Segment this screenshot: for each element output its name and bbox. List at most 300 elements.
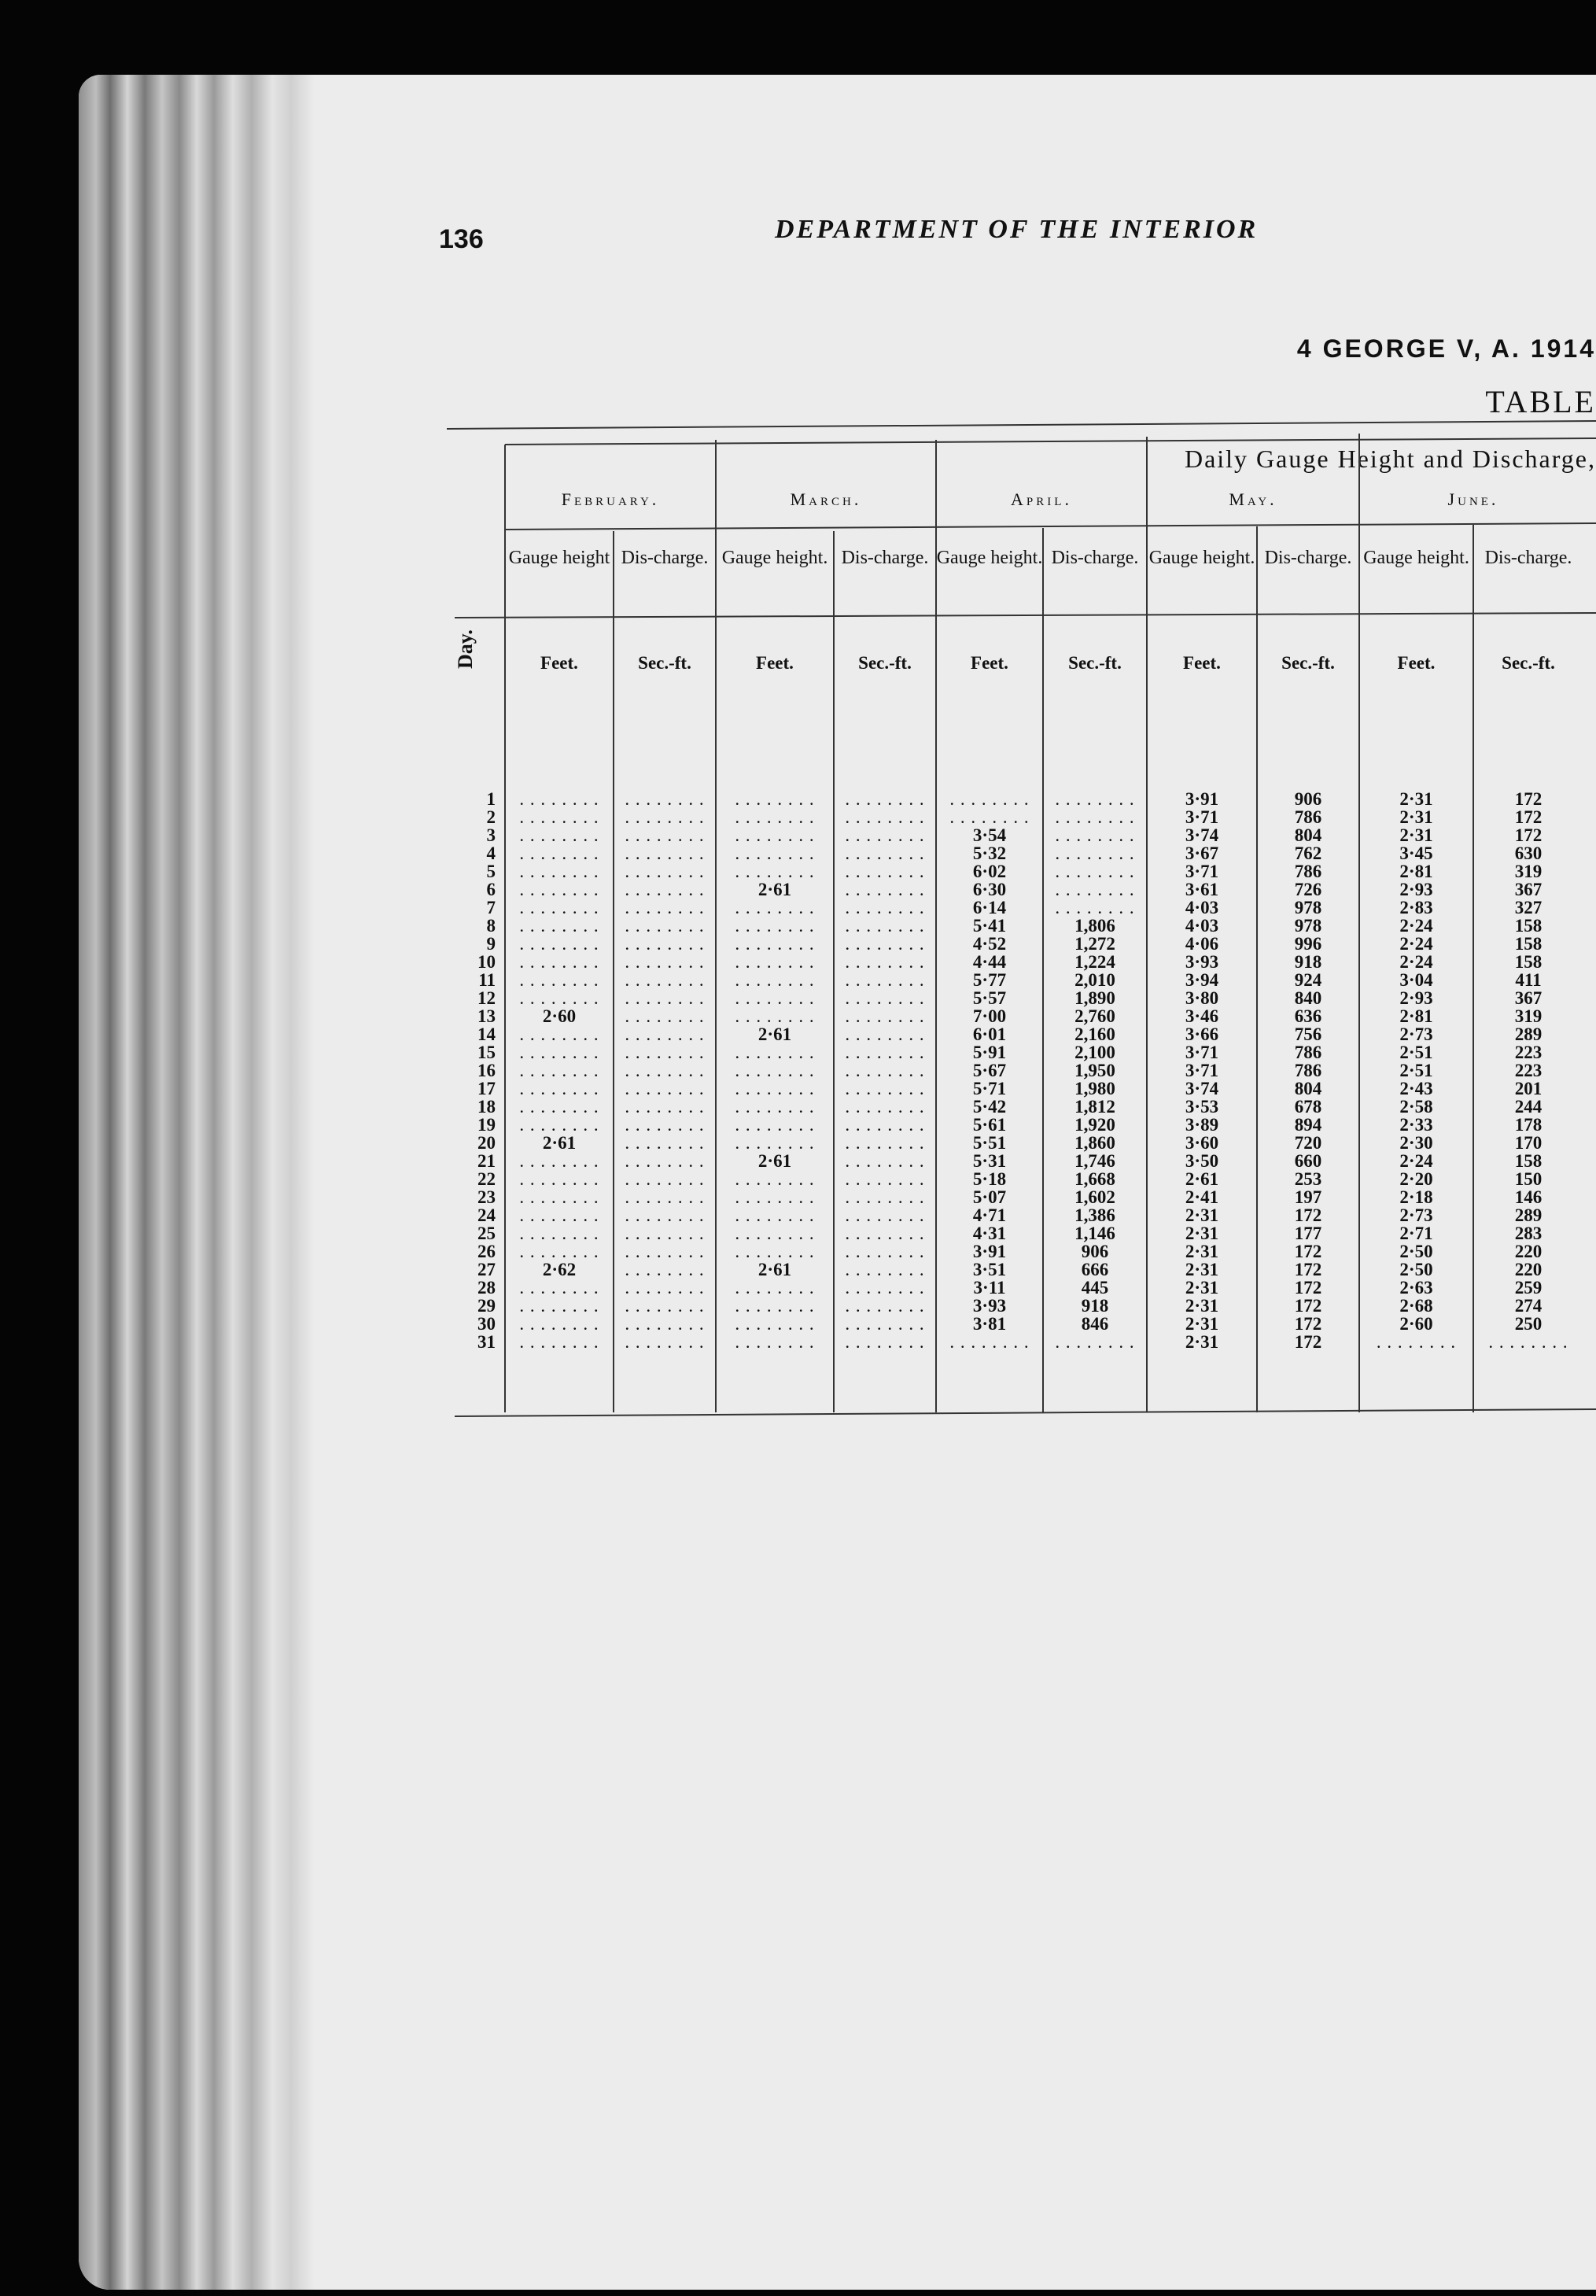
day-number: 14 [477, 1024, 496, 1044]
table-cell-blank: . . . . . . . . [519, 807, 599, 827]
table-cell: 1,980 [1074, 1079, 1115, 1098]
table-cell: 630 [1514, 843, 1543, 863]
table-cell: 3·71 [1185, 807, 1219, 827]
table-cell: 2·61 [1185, 1169, 1219, 1189]
table-cell: 666 [1081, 1260, 1109, 1279]
day-number: 5 [486, 862, 496, 881]
day-number: 6 [486, 880, 496, 899]
table-cell: 172 [1294, 1296, 1322, 1316]
table-cell: 223 [1514, 1061, 1543, 1080]
table-cell: 3·71 [1185, 862, 1219, 881]
table-cell-blank: . . . . . . . . [625, 843, 705, 863]
table-cell-blank: . . . . . . . . [519, 934, 599, 954]
table-cell-blank: . . . . . . . . [949, 789, 1030, 809]
table-cell-blank: . . . . . . . . [735, 862, 815, 881]
table-cell: 4·31 [972, 1224, 1007, 1243]
table-cell-blank: . . . . . . . . [625, 1296, 705, 1316]
table-cell: 223 [1514, 1043, 1543, 1062]
table-cell: 2·83 [1399, 898, 1433, 917]
table-cell-blank: . . . . . . . . [625, 1169, 705, 1189]
table-cell: 1,860 [1074, 1133, 1115, 1153]
table-cell-blank: . . . . . . . . [1055, 1332, 1135, 1352]
table-cell-blank: . . . . . . . . [625, 1278, 705, 1297]
table-cell-blank: . . . . . . . . [519, 843, 599, 863]
table-cell: 1,746 [1074, 1151, 1115, 1171]
table-cell: 978 [1294, 898, 1322, 917]
table-cell-blank: . . . . . . . . [845, 825, 925, 845]
table-cell: 2·31 [1185, 1332, 1219, 1352]
table-cell-blank: . . . . . . . . [735, 843, 815, 863]
table-cell: 804 [1294, 825, 1322, 845]
table-cell-blank: . . . . . . . . [845, 1079, 925, 1098]
table-cell-blank: . . . . . . . . [735, 1278, 815, 1297]
table-cell: 2·50 [1399, 1242, 1433, 1261]
table-cell: 2·71 [1399, 1224, 1433, 1243]
table-cell: 146 [1514, 1187, 1543, 1207]
table-cell: 172 [1294, 1278, 1322, 1297]
day-column-header: Day. [454, 629, 477, 669]
table-cell: 2·24 [1399, 916, 1433, 936]
table-cell: 6·30 [972, 880, 1007, 899]
table-cell-blank: . . . . . . . . [1376, 1332, 1457, 1352]
table-cell-blank: . . . . . . . . [1055, 789, 1135, 809]
table-cell-blank: . . . . . . . . [845, 1242, 925, 1261]
table-cell-blank: . . . . . . . . [625, 1115, 705, 1135]
table-cell-blank: . . . . . . . . [845, 1006, 925, 1026]
table-cell-blank: . . . . . . . . [735, 1133, 815, 1153]
table-cell: 3·67 [1185, 843, 1219, 863]
table-cell-blank: . . . . . . . . [625, 1242, 705, 1261]
table-cell: 3·51 [972, 1260, 1007, 1279]
sub-header-jun-gauge: Gauge height. [1363, 548, 1469, 568]
day-number: 30 [477, 1314, 496, 1334]
table-cell: 150 [1514, 1169, 1543, 1189]
table-cell-blank: . . . . . . . . [519, 1097, 599, 1117]
table-cell-blank: . . . . . . . . [519, 1061, 599, 1080]
table-cell: 2·30 [1399, 1133, 1433, 1153]
table-cell: 924 [1294, 970, 1322, 990]
table-cell-blank: . . . . . . . . [845, 1224, 925, 1243]
table-cell: 2·31 [1185, 1296, 1219, 1316]
table-cell: 2·93 [1399, 880, 1433, 899]
table-cell: 804 [1294, 1079, 1322, 1098]
table-cell-blank: . . . . . . . . [735, 916, 815, 936]
sub-header-feb-discharge: Dis-charge. [621, 548, 709, 568]
table-cell: 5·67 [972, 1061, 1007, 1080]
table-cell: 3·91 [972, 1242, 1007, 1261]
table-cell: 367 [1514, 880, 1543, 899]
table-cell-blank: . . . . . . . . [735, 1097, 815, 1117]
table-cell: 327 [1514, 898, 1543, 917]
table-cell: 2,160 [1074, 1024, 1115, 1044]
table-cell: 289 [1514, 1024, 1543, 1044]
table-cell: 158 [1514, 916, 1543, 936]
table-cell: 2·31 [1399, 807, 1433, 827]
table-cell: 1,602 [1074, 1187, 1115, 1207]
table-cell: 1,890 [1074, 988, 1115, 1008]
table-cell: 250 [1514, 1314, 1543, 1334]
day-number: 25 [477, 1224, 496, 1243]
table-cell: 3·54 [972, 825, 1007, 845]
sub-header-may-gauge: Gauge height. [1148, 548, 1255, 568]
table-cell: 177 [1294, 1224, 1322, 1243]
sub-header-mar-discharge: Dis-charge. [841, 548, 929, 568]
table-cell: 411 [1515, 970, 1542, 990]
table-cell-blank: . . . . . . . . [735, 1332, 815, 1352]
table-cell-blank: . . . . . . . . [845, 1061, 925, 1080]
table-cell: 2·61 [757, 1260, 792, 1279]
day-number: 24 [477, 1205, 496, 1225]
table-cell-blank: . . . . . . . . [845, 1332, 925, 1352]
table-cell: 726 [1294, 880, 1322, 899]
table-cell: 4·52 [972, 934, 1007, 954]
table-cell: 2·31 [1185, 1224, 1219, 1243]
table-cell-blank: . . . . . . . . [949, 1332, 1030, 1352]
unit-may-gauge: Feet. [1183, 653, 1221, 673]
day-number: 27 [477, 1260, 496, 1279]
table-cell-blank: . . . . . . . . [735, 952, 815, 972]
table-cell-blank: . . . . . . . . [625, 862, 705, 881]
table-cell-blank: . . . . . . . . [845, 789, 925, 809]
table-cell: 3·04 [1399, 970, 1433, 990]
day-number: 10 [477, 952, 496, 972]
day-number: 29 [477, 1296, 496, 1316]
table-cell: 2·31 [1185, 1278, 1219, 1297]
table-cell-blank: . . . . . . . . [519, 952, 599, 972]
table-cell: 678 [1294, 1097, 1322, 1117]
table-cell: 2·61 [542, 1133, 577, 1153]
table-cell: 2·50 [1399, 1260, 1433, 1279]
day-number: 23 [477, 1187, 496, 1207]
table-cell: 2·24 [1399, 952, 1433, 972]
table-cell-blank: . . . . . . . . [735, 1079, 815, 1098]
table-cell-blank: . . . . . . . . [519, 1278, 599, 1297]
table-cell: 6·14 [972, 898, 1007, 917]
table-cell-blank: . . . . . . . . [735, 1187, 815, 1207]
table-cell-blank: . . . . . . . . [1488, 1332, 1568, 1352]
running-head: DEPARTMENT OF THE INTERIOR [775, 215, 1259, 244]
table-cell: 894 [1294, 1115, 1322, 1135]
table-cell-blank: . . . . . . . . [845, 1205, 925, 1225]
table-cell: 5·57 [972, 988, 1007, 1008]
table-cell: 2·31 [1185, 1314, 1219, 1334]
table-cell-blank: . . . . . . . . [845, 1169, 925, 1189]
table-cell-blank: . . . . . . . . [519, 1314, 599, 1334]
table-cell-blank: . . . . . . . . [625, 1006, 705, 1026]
table-cell: 2·24 [1399, 934, 1433, 954]
table-cell: 5·77 [972, 970, 1007, 990]
table-cell-blank: . . . . . . . . [1055, 880, 1135, 899]
table-cell-blank: . . . . . . . . [845, 1024, 925, 1044]
month-header-june: June. [1447, 489, 1499, 509]
table-cell: 1,950 [1074, 1061, 1115, 1080]
table-cell-blank: . . . . . . . . [845, 1043, 925, 1062]
day-number: 19 [477, 1115, 496, 1135]
table-cell: 220 [1514, 1260, 1543, 1279]
table-cell-blank: . . . . . . . . [949, 807, 1030, 827]
table-cell-blank: . . . . . . . . [735, 1296, 815, 1316]
table-cell-blank: . . . . . . . . [1055, 807, 1135, 827]
table-cell-blank: . . . . . . . . [735, 934, 815, 954]
table-cell: 3·50 [1185, 1151, 1219, 1171]
table-cell: 4·71 [972, 1205, 1007, 1225]
table-cell-blank: . . . . . . . . [845, 1115, 925, 1135]
table-label: TABLE [1485, 384, 1596, 419]
table-cell-blank: . . . . . . . . [845, 1097, 925, 1117]
table-cell-blank: . . . . . . . . [519, 988, 599, 1008]
table-cell-blank: . . . . . . . . [519, 862, 599, 881]
table-cell: 2·60 [1399, 1314, 1433, 1334]
table-cell: 5·91 [972, 1043, 1007, 1062]
day-number: 31 [477, 1332, 496, 1352]
table-cell-blank: . . . . . . . . [519, 970, 599, 990]
table-cell: 2·33 [1399, 1115, 1433, 1135]
table-cell-blank: . . . . . . . . [845, 988, 925, 1008]
day-number: 13 [477, 1006, 496, 1026]
table-cell: 445 [1081, 1278, 1109, 1297]
table-cell-blank: . . . . . . . . [735, 1224, 815, 1243]
sub-header-jun-discharge: Dis-charge. [1484, 548, 1572, 568]
table-cell-blank: . . . . . . . . [625, 934, 705, 954]
table-cell: 2·24 [1399, 1151, 1433, 1171]
table-cell-blank: . . . . . . . . [519, 1043, 599, 1062]
page-number: 136 [439, 224, 484, 254]
table-cell: 2·31 [1185, 1260, 1219, 1279]
table-cell-blank: . . . . . . . . [735, 1169, 815, 1189]
table-cell: 5·42 [972, 1097, 1007, 1117]
table-cell-blank: . . . . . . . . [845, 1296, 925, 1316]
unit-mar-discharge: Sec.-ft. [858, 653, 912, 673]
table-cell: 5·51 [972, 1133, 1007, 1153]
month-header-may: May. [1229, 489, 1277, 509]
unit-jun-gauge: Feet. [1397, 653, 1436, 673]
table-cell: 2·18 [1399, 1187, 1433, 1207]
sub-header-mar-gauge: Gauge height. [721, 548, 828, 568]
table-cell: 2·31 [1399, 825, 1433, 845]
table-cell-blank: . . . . . . . . [519, 1242, 599, 1261]
table-cell-blank: . . . . . . . . [735, 1314, 815, 1334]
table-cell: 2·73 [1399, 1205, 1433, 1225]
table-cell-blank: . . . . . . . . [625, 1043, 705, 1062]
table-cell: 756 [1294, 1024, 1322, 1044]
table-cell-blank: . . . . . . . . [845, 880, 925, 899]
sub-header-apr-gauge: Gauge height. [936, 548, 1043, 568]
table-cell-blank: . . . . . . . . [519, 1169, 599, 1189]
unit-mar-gauge: Feet. [756, 653, 794, 673]
table-cell: 5·18 [972, 1169, 1007, 1189]
table-cell-blank: . . . . . . . . [625, 1079, 705, 1098]
table-cell: 2·51 [1399, 1061, 1433, 1080]
table-cell: 786 [1294, 807, 1322, 827]
table-cell-blank: . . . . . . . . [845, 898, 925, 917]
table-cell-blank: . . . . . . . . [845, 807, 925, 827]
table-cell: 3·91 [1185, 789, 1219, 809]
table-cell-blank: . . . . . . . . [625, 970, 705, 990]
table-cell: 367 [1514, 988, 1543, 1008]
table-cell-blank: . . . . . . . . [735, 1061, 815, 1080]
table-cell-blank: . . . . . . . . [845, 1260, 925, 1279]
session-line: 4 GEORGE V, A. 1914 [1296, 334, 1596, 363]
book-page [79, 75, 1596, 2290]
table-cell: 2·31 [1399, 789, 1433, 809]
table-cell: 2·58 [1399, 1097, 1433, 1117]
table-cell-blank: . . . . . . . . [845, 862, 925, 881]
table-cell: 319 [1514, 1006, 1543, 1026]
day-number: 20 [477, 1133, 496, 1153]
table-cell-blank: . . . . . . . . [625, 1332, 705, 1352]
table-cell: 762 [1294, 843, 1322, 863]
sub-header-apr-discharge: Dis-charge. [1051, 548, 1139, 568]
table-caption: Daily Gauge Height and Discharge, [1184, 445, 1596, 473]
table-cell-blank: . . . . . . . . [735, 1242, 815, 1261]
table-cell-blank: . . . . . . . . [625, 916, 705, 936]
table-cell: 5·07 [972, 1187, 1007, 1207]
day-number: 9 [486, 934, 496, 954]
table-cell-blank: . . . . . . . . [625, 988, 705, 1008]
table-cell: 5·61 [972, 1115, 1007, 1135]
table-cell-blank: . . . . . . . . [519, 898, 599, 917]
table-cell-blank: . . . . . . . . [625, 1314, 705, 1334]
table-cell: 918 [1294, 952, 1322, 972]
table-cell-blank: . . . . . . . . [735, 789, 815, 809]
table-cell-blank: . . . . . . . . [845, 970, 925, 990]
table-cell: 786 [1294, 1061, 1322, 1080]
table-cell: 172 [1294, 1242, 1322, 1261]
table-cell-blank: . . . . . . . . [845, 1151, 925, 1171]
table-cell: 172 [1294, 1205, 1322, 1225]
table-cell-blank: . . . . . . . . [519, 1024, 599, 1044]
table-cell-blank: . . . . . . . . [625, 1260, 705, 1279]
table-cell-blank: . . . . . . . . [625, 1097, 705, 1117]
table-cell: 2·61 [757, 1151, 792, 1171]
table-cell: 660 [1294, 1151, 1322, 1171]
table-cell-blank: . . . . . . . . [845, 916, 925, 936]
table-cell: 172 [1294, 1260, 1322, 1279]
table-cell-blank: . . . . . . . . [1055, 825, 1135, 845]
table-cell-blank: . . . . . . . . [845, 1187, 925, 1207]
table-cell: 2·41 [1185, 1187, 1219, 1207]
table-cell: 3·45 [1399, 843, 1433, 863]
table-cell-blank: . . . . . . . . [735, 1115, 815, 1135]
table-cell-blank: . . . . . . . . [845, 843, 925, 863]
table-cell-blank: . . . . . . . . [519, 825, 599, 845]
table-cell-blank: . . . . . . . . [625, 880, 705, 899]
day-number: 1 [486, 789, 496, 809]
table-cell-blank: . . . . . . . . [735, 1205, 815, 1225]
table-cell: 172 [1514, 825, 1543, 845]
table-cell: 259 [1514, 1278, 1543, 1297]
table-cell-blank: . . . . . . . . [519, 1224, 599, 1243]
unit-jun-discharge: Sec.-ft. [1502, 653, 1555, 673]
unit-may-discharge: Sec.-ft. [1281, 653, 1335, 673]
table-cell-blank: . . . . . . . . [735, 807, 815, 827]
table-cell: 3·71 [1185, 1043, 1219, 1062]
table-cell: 2·20 [1399, 1169, 1433, 1189]
table-cell: 2·93 [1399, 988, 1433, 1008]
table-cell-blank: . . . . . . . . [735, 1006, 815, 1026]
table-cell-blank: . . . . . . . . [625, 1151, 705, 1171]
table-cell: 2·73 [1399, 1024, 1433, 1044]
table-cell: 996 [1294, 934, 1322, 954]
table-cell-blank: . . . . . . . . [519, 880, 599, 899]
table-cell: 3·94 [1185, 970, 1219, 990]
table-cell-blank: . . . . . . . . [625, 898, 705, 917]
table-cell: 786 [1294, 1043, 1322, 1062]
table-cell: 3·81 [972, 1314, 1007, 1334]
table-cell: 1,668 [1074, 1169, 1115, 1189]
table-cell: 3·61 [1185, 880, 1219, 899]
table-cell: 918 [1081, 1296, 1109, 1316]
day-number: 17 [477, 1079, 496, 1098]
table-cell: 2·81 [1399, 1006, 1433, 1026]
table-cell-blank: . . . . . . . . [519, 1332, 599, 1352]
table-cell-blank: . . . . . . . . [625, 1187, 705, 1207]
table-cell-blank: . . . . . . . . [519, 916, 599, 936]
table-cell: 3·60 [1185, 1133, 1219, 1153]
unit-feb-gauge: Feet. [540, 653, 578, 673]
table-cell: 6·01 [972, 1024, 1007, 1044]
table-cell: 220 [1514, 1242, 1543, 1261]
table-cell: 197 [1294, 1187, 1322, 1207]
table-cell: 3·74 [1185, 825, 1219, 845]
table-cell: 3·89 [1185, 1115, 1219, 1135]
table-cell: 319 [1514, 862, 1543, 881]
table-cell: 3·53 [1185, 1097, 1219, 1117]
table-cell: 1,812 [1074, 1097, 1115, 1117]
table-cell-blank: . . . . . . . . [519, 1296, 599, 1316]
table-cell: 2·60 [542, 1006, 577, 1026]
table-cell: 5·32 [972, 843, 1007, 863]
table-cell-blank: . . . . . . . . [519, 1079, 599, 1098]
table-cell: 906 [1294, 789, 1322, 809]
day-number: 3 [486, 825, 496, 845]
table-cell: 2,100 [1074, 1043, 1115, 1062]
table-cell: 178 [1514, 1115, 1543, 1135]
table-cell: 201 [1514, 1079, 1543, 1098]
table-cell: 172 [1514, 807, 1543, 827]
table-cell: 2·61 [757, 880, 792, 899]
sub-header-may-discharge: Dis-charge. [1264, 548, 1352, 568]
table-cell: 840 [1294, 988, 1322, 1008]
day-number: 26 [477, 1242, 496, 1261]
table-cell: 158 [1514, 1151, 1543, 1171]
unit-feb-discharge: Sec.-ft. [638, 653, 691, 673]
table-cell: 3·74 [1185, 1079, 1219, 1098]
day-number: 18 [477, 1097, 496, 1117]
table-cell: 2·51 [1399, 1043, 1433, 1062]
table-cell: 846 [1081, 1314, 1109, 1334]
table-cell: 906 [1081, 1242, 1109, 1261]
table-cell: 1,806 [1074, 916, 1115, 936]
table-cell-blank: . . . . . . . . [519, 1115, 599, 1135]
table-cell: 158 [1514, 934, 1543, 954]
table-cell: 3·93 [1185, 952, 1219, 972]
day-number: 21 [477, 1151, 496, 1171]
table-cell: 7·00 [972, 1006, 1007, 1026]
table-cell: 2·31 [1185, 1242, 1219, 1261]
table-cell: 274 [1514, 1296, 1543, 1316]
table-cell: 283 [1514, 1224, 1543, 1243]
table-cell-blank: . . . . . . . . [735, 1043, 815, 1062]
table-cell-blank: . . . . . . . . [735, 988, 815, 1008]
unit-apr-gauge: Feet. [971, 653, 1008, 673]
table-cell-blank: . . . . . . . . [625, 807, 705, 827]
table-cell: 4·44 [972, 952, 1007, 972]
table-cell: 4·03 [1185, 898, 1219, 917]
table-cell: 636 [1294, 1006, 1322, 1026]
table-cell: 289 [1514, 1205, 1543, 1225]
table-cell: 172 [1294, 1314, 1322, 1334]
